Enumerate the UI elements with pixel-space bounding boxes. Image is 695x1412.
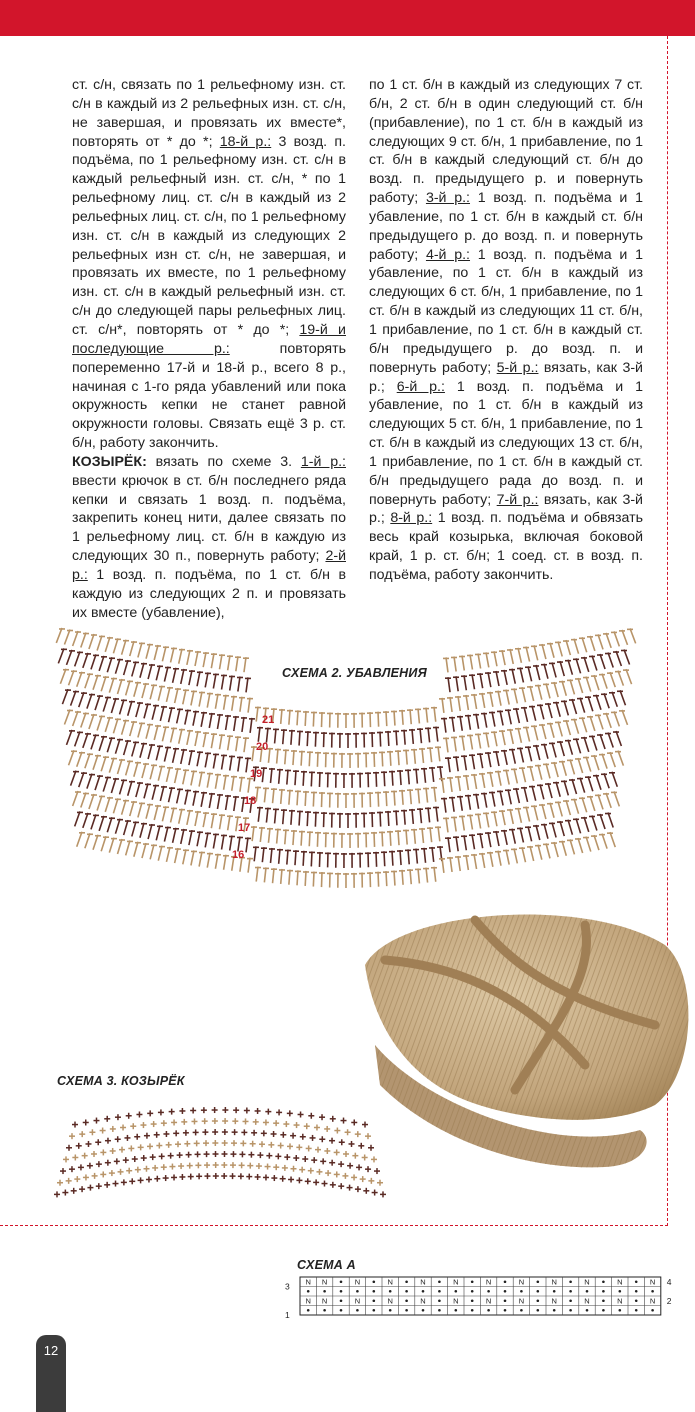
- stitch-symbol: N: [518, 1277, 525, 1287]
- stitch-dot: [487, 1290, 490, 1293]
- scheme3-title: СХЕМА 3. КОЗЫРЁК: [57, 1074, 185, 1088]
- stitch-symbol: N: [321, 1296, 328, 1306]
- stitch-symbol: N: [551, 1296, 557, 1306]
- stitch-dot: [323, 1290, 326, 1293]
- text-column-left: [72, 76, 346, 622]
- bottom-border-dashed: [0, 1225, 668, 1226]
- stitch-dot: [373, 1290, 376, 1293]
- stitch-dot: [487, 1309, 490, 1312]
- stitch-symbol: N: [387, 1296, 393, 1306]
- row-number: 1: [285, 1310, 290, 1320]
- row-label: 7-й р.:: [496, 491, 539, 508]
- stitch-dot: [635, 1290, 638, 1293]
- row-number: 3: [285, 1281, 290, 1292]
- stitch-dot: [438, 1280, 441, 1283]
- stitch-dot: [438, 1309, 441, 1312]
- stitch-dot: [602, 1309, 605, 1312]
- stitch-dot: [389, 1309, 392, 1312]
- row-label: 6-й р.:: [396, 378, 445, 395]
- row-number: 16: [232, 849, 245, 861]
- stitch-symbol: N: [420, 1296, 426, 1306]
- grid: [300, 1277, 661, 1315]
- text: повторять попеременно 17-й и 18-й р., всего 8 р., начиная с 1-го ряда убавлений или пока окружность кепки не станет равной окружности головы. Связать ещё 3 р. ст. б/н, работу закончить.: [72, 340, 346, 452]
- stitch-symbol: N: [551, 1277, 557, 1287]
- stitch-dot: [340, 1280, 343, 1283]
- stitch-dot: [569, 1280, 572, 1283]
- stitch-dot: [537, 1299, 540, 1302]
- row-number: 21: [262, 714, 275, 726]
- stitch-dot: [635, 1280, 638, 1283]
- stitch-dot: [635, 1309, 638, 1312]
- text: вязать, как 3-й р.;: [369, 491, 643, 527]
- stitch-dot: [405, 1290, 408, 1293]
- paragraph-left: [72, 76, 346, 453]
- stitch-symbol: N: [485, 1277, 492, 1287]
- stitch-dot: [569, 1299, 572, 1302]
- text: 1 возд. п. подъёма и 1 убавление, по 1 ст. б/н в каждый ст. б/н предыдущего р. до возд. п. и повернуть работу;: [369, 190, 643, 263]
- stitch-dot: [619, 1309, 622, 1312]
- stitch-symbol: N: [649, 1277, 656, 1287]
- stitch-dot: [307, 1290, 310, 1293]
- stitch-dot: [340, 1290, 343, 1293]
- row-label: 1-й р.:: [300, 453, 346, 470]
- schemeA-grid: [283, 1272, 678, 1322]
- row-number: 2: [666, 1295, 672, 1306]
- row-number: 17: [238, 822, 251, 834]
- stitch-dot: [602, 1299, 605, 1302]
- stitch-dot: [471, 1290, 474, 1293]
- stitch-symbol: N: [617, 1296, 623, 1306]
- stitch-dot: [471, 1299, 474, 1302]
- stitch-dot: [323, 1309, 326, 1312]
- stitch-dot: [373, 1280, 376, 1283]
- stitch-dot: [504, 1309, 507, 1312]
- stitch-symbol: N: [518, 1296, 525, 1306]
- stitch-symbol: N: [305, 1296, 311, 1306]
- stitch-dot: [504, 1299, 507, 1302]
- stitch-dot: [602, 1280, 605, 1283]
- text: 3 возд. п. подъёма, по 1 рельефному изн. ст. с/н в каждый рельефный изн. ст. с/н, * по 1 рельефному лиц. ст. с/н в каждый из 2 рельефных лиц. ст. с/н, по 1 рельефному изн. ст. с/н в каждый из следующих 2 рельефных изн ст. с/н, не завершая, и провязать их вместе, по 1 рельефному изн. ст. с/н в каждый рельефный изн. ст. с/н до следующей пары рельефных лиц. ст. с/н*, повторять от * до *;: [72, 133, 346, 338]
- stitch-dot: [471, 1309, 474, 1312]
- text: 1 возд. п. подъёма и 1 убавление, по 1 ст. б/н в каждый из следующих 6 ст. б/н, 1 прибавление, по 1 ст. б/н в каждый из следующих 11 ст. б/н, 1 прибавление, по 1 ст. б/н в каждый ст. б/н предыдущего р. до возд. п. и повернуть работу;: [369, 246, 643, 376]
- stitch-symbol: N: [649, 1296, 656, 1306]
- scheme2-diagram: [0, 650, 695, 910]
- text: вязать, как 3-й р.;: [369, 359, 643, 395]
- text: по 1 ст. б/н в каждый из следующих 7 ст. б/н, 2 ст. б/н в один следующий ст. б/н (прибавление), по 1 ст. б/н в каждый из следующих 9 ст. б/н, 1 прибавление, по 1 ст. б/н в каждый следующий ст. б/н до возд. п. предыдущего р. и повернуть работу;: [369, 77, 643, 207]
- row-label: 5-й р.:: [496, 359, 539, 376]
- stitch-dot: [373, 1309, 376, 1312]
- row-label: 2-й р.:: [72, 548, 346, 583]
- stitch-dot: [405, 1309, 408, 1312]
- stitch-dot: [340, 1309, 343, 1312]
- stitch-symbol: N: [305, 1277, 311, 1287]
- stitch-dot: [471, 1280, 474, 1283]
- stitch-dot: [635, 1299, 638, 1302]
- schemeA-title: СХЕМА А: [297, 1258, 356, 1272]
- stitch-dot: [586, 1290, 589, 1293]
- stitch-dot: [537, 1309, 540, 1312]
- page-number: 12: [36, 1335, 66, 1412]
- stitch-symbol: N: [321, 1277, 328, 1287]
- stitch-symbol: N: [485, 1296, 492, 1306]
- text: ввести крючок в ст. б/н последнего ряда кепки и связать 1 возд. п. подъёма, закрепить конец нити, далее связать по 1 рельефному лиц. ст. б/н в каждую из следующих 30 п., повернуть работу;: [72, 472, 346, 565]
- stitch-dot: [422, 1290, 425, 1293]
- stitch-dot: [619, 1290, 622, 1293]
- text: ст. с/н, связать по 1 рельефному изн. ст. с/н в каждый из 2 рельефных изн. ст. с/н, не завершая, и провязать их вместе*, повторять от * до *;: [72, 77, 346, 150]
- row-label: 4-й р.:: [425, 246, 471, 263]
- top-banner: [0, 0, 695, 36]
- stitch-dot: [438, 1290, 441, 1293]
- stitch-dot: [602, 1290, 605, 1293]
- text-column-right: [369, 76, 643, 585]
- text: 1 возд. п. подъёма и обвязать весь край козырька, включая боковой край, 1 р. ст. б/н; 1 соед. ст. в возд. п. подъёма, работу закончить.: [369, 510, 644, 583]
- stitch-dot: [356, 1309, 359, 1312]
- stitch-dot: [405, 1299, 408, 1302]
- stitch-dot: [405, 1280, 408, 1283]
- scheme2-title: СХЕМА 2. УБАВЛЕНИЯ: [282, 666, 427, 680]
- stitch-dot: [504, 1280, 507, 1283]
- paragraph-right: [369, 76, 643, 585]
- stitch-dot: [651, 1290, 654, 1293]
- scheme3-diagram: [50, 1090, 390, 1200]
- stitch-symbol: N: [584, 1296, 590, 1306]
- stitch-dot: [537, 1280, 540, 1283]
- row-label: 18-й р.:: [219, 133, 272, 150]
- stitch-dot: [569, 1309, 572, 1312]
- stitch-dot: [455, 1290, 458, 1293]
- row-number: 19: [250, 768, 263, 780]
- stitch-symbol: N: [453, 1296, 459, 1306]
- stitch-dot: [422, 1309, 425, 1312]
- stitch-dot: [340, 1299, 343, 1302]
- stitch-dot: [389, 1290, 392, 1293]
- stitch-dot: [651, 1309, 654, 1312]
- stitch-symbol: N: [354, 1277, 361, 1287]
- stitch-dot: [438, 1299, 441, 1302]
- stitch-symbol: N: [584, 1277, 590, 1287]
- stitch-symbol: N: [420, 1277, 426, 1287]
- text: 1 возд. п. подъёма, по 1 ст. б/н в каждую из следующих 2 п. и провязать их вместе (убавление),: [72, 566, 346, 621]
- stitch-symbol: N: [453, 1277, 459, 1287]
- text: 1 возд. п. подъёма и 1 убавление, по 1 ст. б/н в каждый из следующих 5 ст. б/н, 1 прибавление, по 1 ст. б/н в каждый из следующих 13 ст. б/н, 1 прибавление, по 1 ст. б/н в каждый ст. б/н предыдущего рада до возд. п. и повернуть работу;: [369, 378, 643, 508]
- stitch-dot: [537, 1290, 540, 1293]
- text: вязать по схеме 3.: [146, 453, 301, 470]
- stitch-dot: [520, 1290, 523, 1293]
- stitch-dot: [504, 1290, 507, 1293]
- row-label: 3-й р.:: [425, 190, 471, 207]
- row-number: 4: [666, 1276, 672, 1287]
- row-number: 20: [256, 741, 269, 753]
- stitch-symbol: N: [617, 1277, 623, 1287]
- stitch-dot: [569, 1290, 572, 1293]
- stitch-symbol: N: [354, 1296, 361, 1306]
- stitch-dot: [553, 1309, 556, 1312]
- stitch-symbol: N: [387, 1277, 393, 1287]
- row-label: 8-й р.:: [390, 510, 433, 527]
- stitch-dot: [520, 1309, 523, 1312]
- stitch-dot: [307, 1309, 310, 1312]
- visor-paragraph: [72, 453, 346, 623]
- stitch-dot: [356, 1290, 359, 1293]
- stitch-dot: [586, 1309, 589, 1312]
- stitch-group: [54, 1107, 386, 1197]
- stitch-dot: [553, 1290, 556, 1293]
- stitch-dot: [455, 1309, 458, 1312]
- section-heading: КОЗЫРЁК:: [72, 453, 147, 470]
- stitch-group: [56, 628, 635, 888]
- hat-photo: [355, 905, 695, 1175]
- row-number: 18: [244, 795, 257, 807]
- stitch-dot: [373, 1299, 376, 1302]
- row-label: 19-й и последующие р.:: [72, 321, 346, 357]
